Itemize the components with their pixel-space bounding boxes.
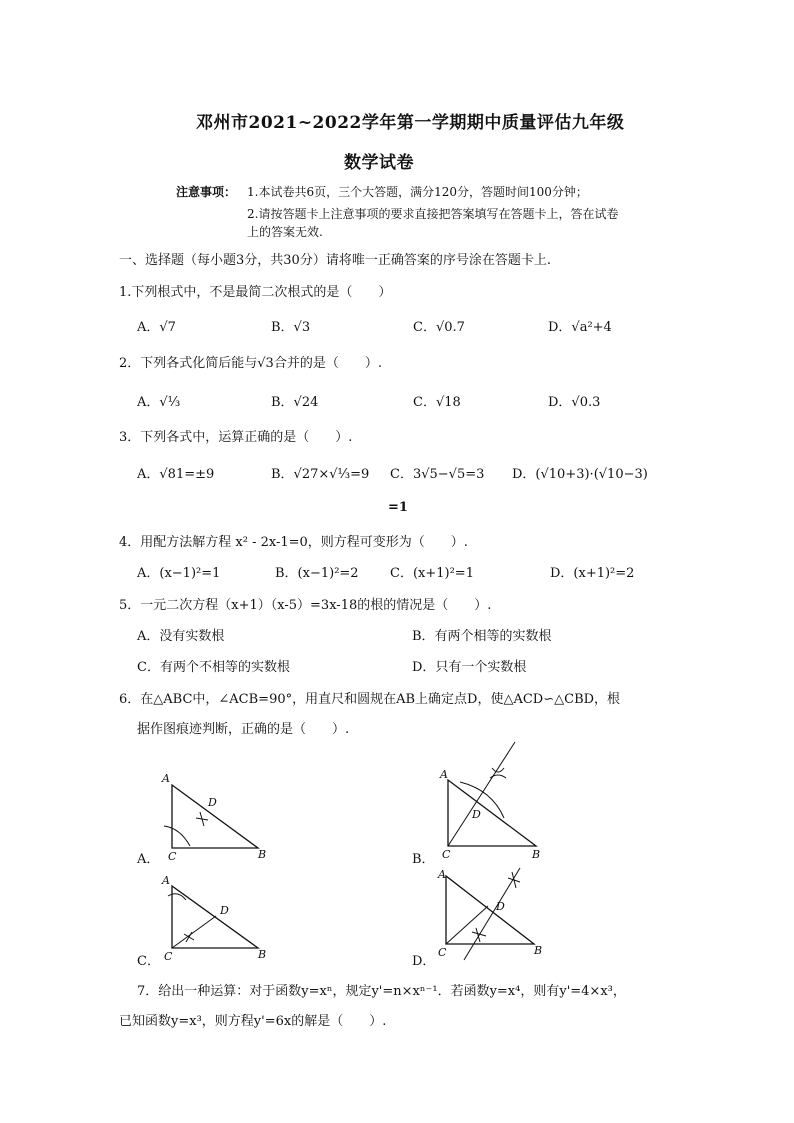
q4-stem: 4．用配方法解方程 x² - 2x-1=0，则方程可变形为（ ）. [119,535,468,550]
q6-figure-b [430,738,570,863]
q3-option-a: A．√81=±9 [137,467,215,482]
notes-label: 注意事项： [176,185,237,199]
q1-option-c: C．√0.7 [413,320,465,335]
fig-a-label-b: B [258,848,267,861]
page-subtitle: 数学试卷 [344,153,414,173]
q5-option-b: B．有两个相等的实数根 [412,629,552,644]
fig-c-label-a: A [162,874,170,887]
notes-line-3: 上的答案无效. [247,225,323,239]
section-1-heading: 一、选择题（每小题3分，共30分）请将唯一正确答案的序号涂在答题卡上. [119,253,551,268]
q4-option-a: A．(x−1)²=1 [137,566,221,581]
q7-line-1: 7．给出一种运算：对于函数y=xⁿ，规定y'=n×xⁿ⁻¹．若函数y=x⁴，则有y'=4×x³， [137,984,626,999]
q5-option-c: C．有两个不相等的实数根 [137,660,290,675]
q7-line-2: 已知函数y=x³，则方程y'=6x的解是（ ）. [119,1014,387,1029]
q3-option-c: C．3√5−√5=3 [390,467,485,482]
q6-option-b: B． [412,852,435,867]
q2-option-b: B．√24 [271,395,319,410]
fig-c-label-c: C [164,950,173,963]
fig-a-label-c: C [168,850,177,863]
notes-line-2: 2.请按答题卡上注意事项的要求直接把答案填写在答题卡上，答在试卷 [247,207,619,221]
q3-option-d-cont: =1 [388,500,408,515]
q6-option-d: D． [412,954,436,969]
fig-b-label-b: B [532,848,541,861]
q6-stem-line-2: 据作图痕迹判断，正确的是（ ）. [137,722,350,737]
q6-figure-a [150,770,280,865]
q6-option-a: A． [137,852,160,867]
q2-option-c: C．√18 [413,395,461,410]
fig-d-label-a: A [438,868,446,881]
q6-figure-c [150,872,280,967]
fig-a-label-a: A [162,772,170,785]
fig-d-label-c: C [438,946,447,959]
q6-figure-d [430,866,570,966]
q3-option-d: D．(√10+3)·(√10−3) [512,467,648,482]
fig-a-label-d: D [208,796,217,809]
q4-option-c: C．(x+1)²=1 [390,566,474,581]
q3-option-b: B．√27×√⅓=9 [271,467,370,482]
q4-option-b: B．(x−1)²=2 [275,566,359,581]
q6-stem-line-1: 6．在△ABC中，∠ACB=90°，用直尺和圆规在AB上确定点D，使△ACD∽△CBD，根 [119,692,621,707]
q5-option-d: D．只有一个实数根 [412,660,527,675]
q5-option-a: A．没有实数根 [137,629,225,644]
q3-stem: 3．下列各式中，运算正确的是（ ）. [119,430,353,445]
notes-line-1: 1.本试卷共6页，三个大答题，满分120分，答题时间100分钟； [247,185,588,199]
fig-c-label-d: D [220,904,229,917]
q2-stem: 2．下列各式化简后能与√3合并的是（ ）. [119,356,382,371]
fig-d-label-d: D [496,900,505,913]
q2-option-a: A．√⅓ [137,395,181,410]
q2-option-d: D．√0.3 [548,395,601,410]
q1-option-a: A．√7 [137,320,176,335]
fig-c-label-b: B [258,948,267,961]
fig-b-label-c: C [442,848,451,861]
q4-option-d: D．(x+1)²=2 [550,566,635,581]
q1-option-b: B．√3 [271,320,311,335]
q5-stem: 5．一元二次方程（x+1）（x-5）=3x-18的根的情况是（ ）. [119,598,492,613]
q6-option-c: C． [137,954,160,969]
fig-b-label-d: D [472,808,481,821]
fig-d-label-b: B [534,944,543,957]
q1-option-d: D．√a²+4 [548,320,612,335]
fig-b-label-a: A [440,768,448,781]
q1-stem: 1.下列根式中，不是最简二次根式的是（ ） [119,285,392,300]
page-title: 邓州市2021~2022学年第一学期期中质量评估九年级 [196,113,625,133]
